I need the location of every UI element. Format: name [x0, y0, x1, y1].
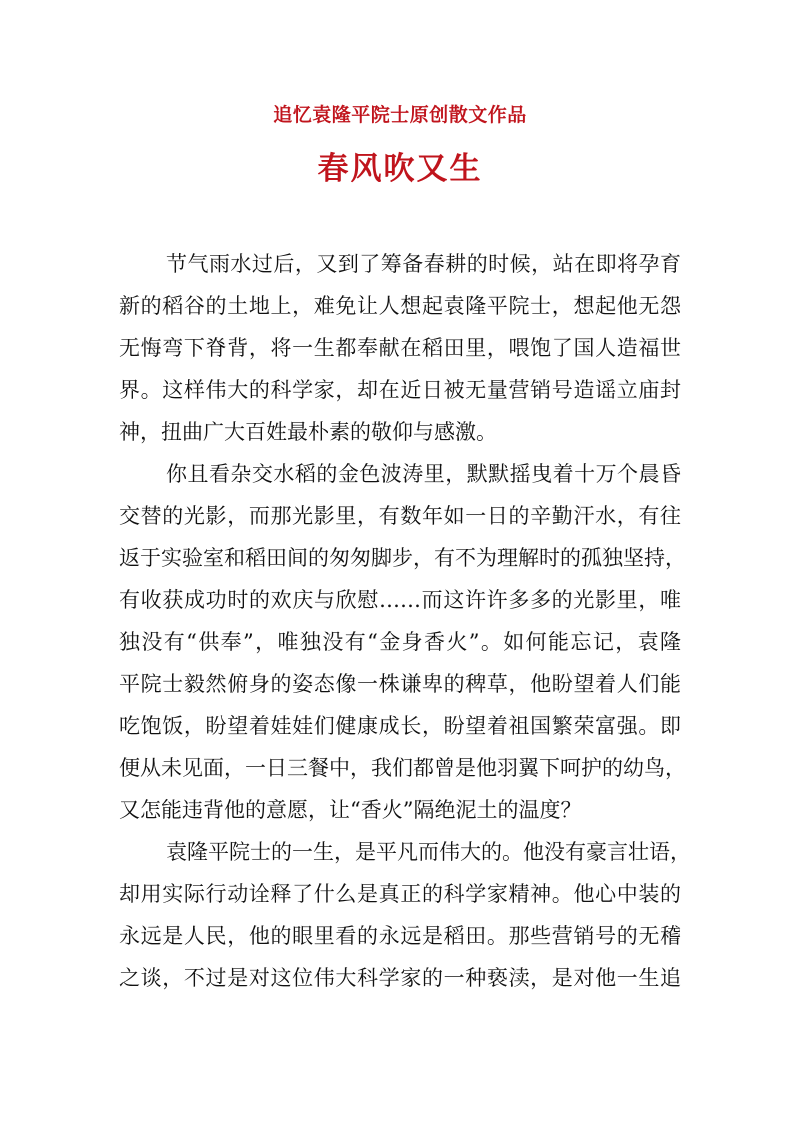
text-line: 袁隆平院士的一生，是平凡而伟大的。他没有豪言壮语， [166, 840, 691, 864]
text-line: 便从未见面，一日三餐中，我们都曾是他羽翼下呵护的幼鸟， [119, 756, 686, 780]
text-line: 新的稻谷的土地上，难免让人想起袁隆平院士，想起他无怨 [119, 294, 681, 318]
text-line: 又怎能违背他的意愿，让“香火”隔绝泥土的温度？ [119, 798, 582, 822]
text-line: 节气雨水过后，又到了筹备春耕的时候，站在即将孕育 [166, 252, 681, 276]
text-line: 你且看杂交水稻的金色波涛里，默默摇曳着十万个晨昏 [166, 462, 681, 486]
text-line: 有收获成功时的欢庆与欣慰……而这许许多多的光影里，唯 [119, 588, 681, 612]
text-line: 无悔弯下脊背，将一生都奉献在稻田里，喂饱了国人造福世 [119, 336, 681, 360]
document-title: 春风吹又生 [317, 151, 483, 187]
text-line: 永远是人民，他的眼里看的永远是稻田。那些营销号的无稽 [119, 924, 681, 948]
text-line: 返于实验室和稻田间的匆匆脚步，有不为理解时的孤独坚持， [119, 546, 686, 570]
text-line: 之谈，不过是对这位伟大科学家的一种亵渎，是对他一生追 [119, 966, 681, 990]
text-line: 却用实际行动诠释了什么是真正的科学家精神。他心中装的 [119, 882, 681, 906]
text-line: 界。这样伟大的科学家，却在近日被无量营销号造谣立庙封 [119, 378, 681, 402]
text-line: 交替的光影，而那光影里，有数年如一日的辛勤汗水，有往 [119, 504, 681, 528]
text-line: 吃饱饭，盼望着娃娃们健康成长，盼望着祖国繁荣富强。即 [119, 714, 681, 738]
text-line: 独没有“供奉”，唯独没有“金身香火”。如何能忘记，袁隆 [119, 630, 681, 654]
text-line: 神，扭曲广大百姓最朴素的敬仰与感激。 [119, 420, 497, 444]
document-subtitle: 追忆袁隆平院士原创散文作品 [273, 104, 527, 126]
text-line: 平院士毅然俯身的姿态像一株谦卑的稗草，他盼望着人们能 [119, 672, 681, 696]
